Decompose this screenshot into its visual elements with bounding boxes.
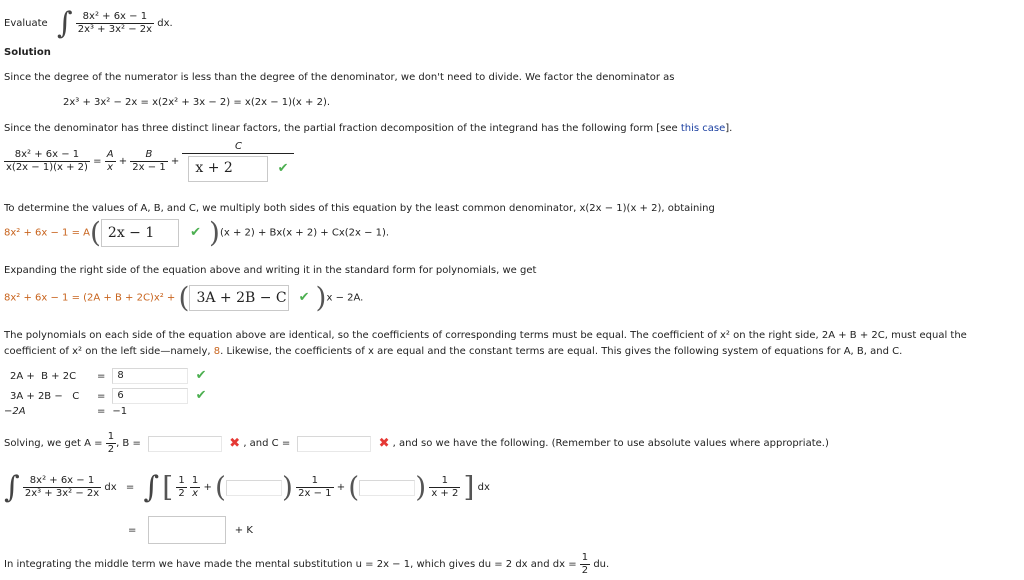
evaluate-label: Evaluate bbox=[4, 18, 48, 29]
open-paren: ( bbox=[215, 470, 226, 504]
x-den: x bbox=[190, 487, 200, 500]
system-answer-1[interactable] bbox=[112, 368, 188, 384]
paragraph-5b bbox=[4, 346, 902, 357]
pf-c-den bbox=[182, 153, 294, 182]
open-paren: ( bbox=[89, 216, 101, 249]
f2-den: x + 2 bbox=[431, 488, 459, 499]
close-paren: ) bbox=[209, 216, 220, 249]
check-icon: ✔ bbox=[298, 290, 310, 305]
plus-sign: + bbox=[336, 482, 346, 493]
p5-text-2: . Likewise, the coefficients of x are equal and the constant terms are equal. This gives the following system of equations for A, B, and C. bbox=[220, 346, 903, 357]
solving-line bbox=[4, 431, 829, 456]
pf-b-den: 2x − 1 bbox=[132, 162, 166, 173]
check-icon: ✔ bbox=[195, 388, 207, 403]
factor-equation: 2x³ + 3x² − 2x = x(2x² + 3x − 2) = x(2x − 1)(x + 2). bbox=[63, 97, 331, 108]
integrand bbox=[23, 475, 101, 500]
last-num: 1 bbox=[581, 552, 589, 563]
system-row-2 bbox=[10, 388, 206, 404]
paragraph-5a: The polynomials on each side of the equation above are identical, so the coefficients of corresponding terms must be equal. The coefficient of x² on the right side, 2A + B + 2C, must equal the bbox=[4, 330, 967, 341]
x-num: 1 bbox=[191, 475, 199, 486]
integral-sign: ∫ bbox=[4, 470, 20, 505]
problem-dx: dx. bbox=[157, 18, 173, 29]
final-answer-input[interactable] bbox=[148, 516, 226, 544]
eq2-lhs: 8x² + 6x − 1 = (2A + B + 2C)x² + bbox=[4, 292, 176, 304]
cross-icon: ✖ bbox=[378, 436, 390, 451]
system-lhs: −2A bbox=[4, 406, 26, 417]
a-num: 1 bbox=[107, 431, 115, 442]
f1-num: 1 bbox=[311, 475, 318, 486]
pf-term-a bbox=[105, 149, 116, 174]
system-answer-1-value: 8 bbox=[117, 370, 124, 381]
paragraph-3: To determine the values of A, B, and C, we multiply both sides of this equation by the least common denominator, x(2x − 1)(x + 2), obtaining bbox=[4, 203, 715, 214]
open-bracket: [ bbox=[162, 470, 174, 504]
close-paren: ) bbox=[281, 470, 293, 504]
eq2-rhs: x − 2A. bbox=[326, 292, 364, 304]
pf-lhs-num: 8x² + 6x − 1 bbox=[14, 149, 80, 160]
problem-statement bbox=[4, 6, 173, 41]
cross-icon: ✖ bbox=[229, 436, 241, 451]
problem-denominator: 2x³ + 3x² − 2x bbox=[77, 24, 153, 35]
paragraph-2 bbox=[4, 123, 732, 134]
half-num: 1 bbox=[178, 475, 185, 486]
last-text: In integrating the middle term we have made the mental substitution u = 2x − 1, which gives du = 2 dx and dx = bbox=[4, 559, 577, 570]
paragraph-1: Since the degree of the numerator is less than the degree of the denominator, we don't need to divide. We factor the denominator as bbox=[4, 72, 675, 83]
integral-equals: = bbox=[125, 482, 135, 493]
final-answer-line bbox=[128, 516, 253, 544]
eq1-lhs: 8x² + 6x − 1 = A bbox=[4, 227, 90, 239]
system-answer-2[interactable] bbox=[112, 388, 188, 404]
coef-input-1[interactable] bbox=[226, 480, 282, 496]
f2-num: 1 bbox=[441, 475, 449, 486]
integral-equation bbox=[4, 470, 490, 505]
problem-numerator: 8x² + 6x − 1 bbox=[82, 11, 148, 22]
half-frac bbox=[176, 475, 186, 500]
close-paren: ) bbox=[315, 281, 327, 314]
pf-term-c bbox=[182, 141, 294, 182]
plus-sign: + bbox=[203, 482, 212, 493]
last-line bbox=[4, 552, 609, 577]
solution-heading: Solution bbox=[4, 47, 51, 58]
this-case-link[interactable]: this case bbox=[680, 123, 726, 134]
system-lhs: 3A + 2B − C bbox=[10, 391, 80, 402]
check-icon: ✔ bbox=[190, 225, 202, 240]
equation-2 bbox=[4, 281, 364, 314]
c-input[interactable] bbox=[297, 436, 371, 452]
last-den: 2 bbox=[581, 565, 589, 576]
system-eq: = bbox=[96, 391, 106, 402]
last-du: du. bbox=[593, 559, 610, 570]
b-label: , B = bbox=[116, 438, 141, 449]
frac-x-2 bbox=[429, 475, 460, 500]
close-bracket: ] bbox=[463, 470, 475, 504]
solving-text: Solving, we get A = bbox=[4, 438, 103, 449]
eq2-answer[interactable]: 3A + 2B − C bbox=[189, 285, 289, 311]
integral-tail-dx: dx bbox=[477, 482, 490, 493]
paragraph-2-text: Since the denominator has three distinct linear factors, the partial fraction decomposition of the integrand has the following form [see bbox=[4, 123, 681, 134]
integrand-den: 2x³ + 3x² − 2x bbox=[24, 488, 100, 499]
pf-denominator-answer[interactable]: x + 2 bbox=[188, 156, 268, 182]
p5-value: 8 bbox=[213, 346, 221, 357]
paragraph-2-end: ]. bbox=[725, 123, 733, 134]
pf-lhs-den: x(2x − 1)(x + 2) bbox=[6, 162, 88, 173]
paragraph-4: Expanding the right side of the equation above and writing it in the standard form for polynomials, we get bbox=[4, 265, 537, 276]
p5-text-1: coefficient of x² on the left side—namely, bbox=[4, 346, 214, 357]
plus-k: + K bbox=[234, 524, 253, 536]
system-row-1 bbox=[10, 368, 206, 384]
open-paren: ( bbox=[178, 281, 190, 314]
eq1-rhs: (x + 2) + Bx(x + 2) + Cx(2x − 1). bbox=[219, 227, 390, 239]
open-paren: ( bbox=[348, 470, 360, 504]
pf-c-num: C bbox=[234, 141, 242, 152]
pf-a-den: x bbox=[105, 161, 116, 174]
problem-fraction bbox=[76, 11, 154, 36]
pf-b-num: B bbox=[145, 149, 153, 160]
check-icon: ✔ bbox=[195, 368, 207, 383]
eq1-answer[interactable]: 2x − 1 bbox=[101, 219, 179, 247]
a-value bbox=[106, 431, 116, 456]
one-over-x bbox=[190, 475, 200, 500]
pf-plus-2: + bbox=[170, 156, 180, 167]
integral-dx: dx bbox=[104, 482, 117, 493]
integral-sign: ∫ bbox=[143, 470, 160, 505]
pf-lhs bbox=[4, 149, 90, 174]
b-input[interactable] bbox=[148, 436, 222, 452]
pf-equals: = bbox=[93, 156, 102, 167]
final-equals: = bbox=[128, 524, 137, 536]
equation-1 bbox=[4, 216, 390, 249]
system-eq: = bbox=[96, 371, 106, 382]
system-row-3 bbox=[4, 406, 127, 417]
close-paren: ) bbox=[415, 470, 427, 504]
frac-2x-1 bbox=[296, 475, 333, 500]
pf-plus-1: + bbox=[118, 156, 128, 167]
check-icon: ✔ bbox=[277, 161, 289, 176]
pf-a-num: A bbox=[106, 149, 114, 160]
integral-sign: ∫ bbox=[56, 6, 73, 41]
last-half bbox=[580, 552, 590, 577]
system-lhs: 2A + B + 2C bbox=[10, 371, 77, 382]
pf-term-b bbox=[130, 149, 167, 174]
integrand-num: 8x² + 6x − 1 bbox=[29, 475, 95, 486]
system-answer-3-value: −1 bbox=[112, 406, 128, 417]
partial-fraction-form bbox=[4, 141, 294, 182]
c-label: , and C = bbox=[243, 438, 291, 449]
f1-den: 2x − 1 bbox=[298, 488, 332, 499]
coef-input-2[interactable] bbox=[359, 480, 415, 496]
system-answer-2-value: 6 bbox=[117, 390, 124, 401]
system-eq: = bbox=[96, 406, 106, 417]
solving-post: , and so we have the following. (Remember to use absolute values where appropriate.) bbox=[392, 438, 829, 449]
a-den: 2 bbox=[107, 444, 115, 455]
half-den: 2 bbox=[178, 488, 185, 499]
